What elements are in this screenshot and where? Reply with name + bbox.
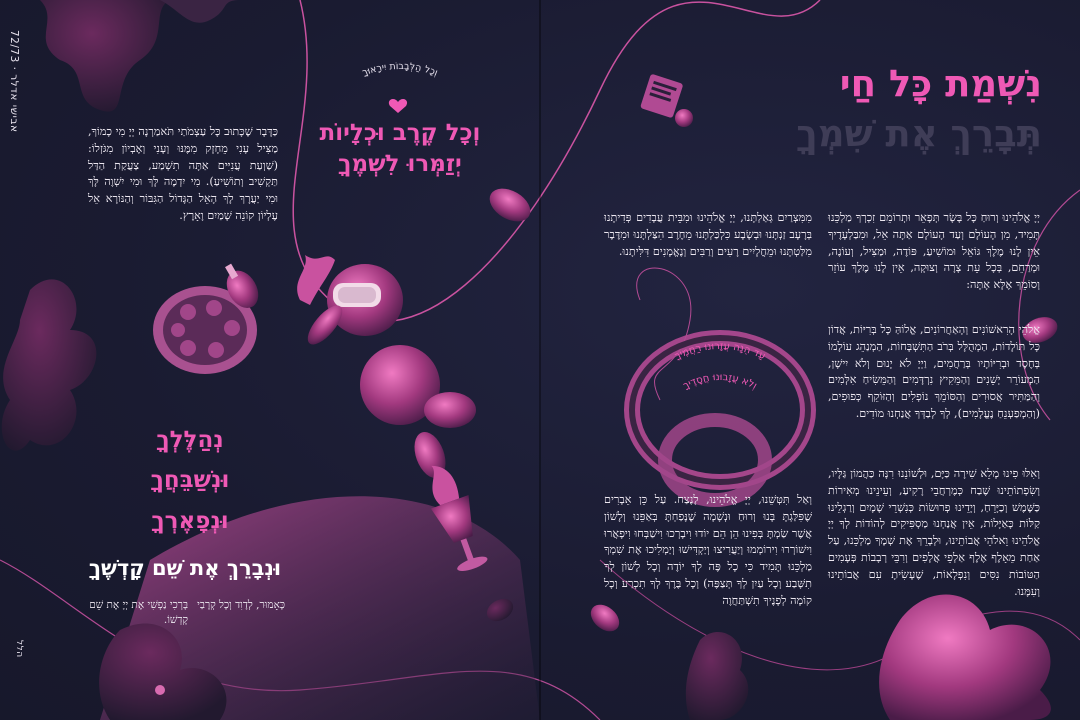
left-white-heading: וּנְבָרֵךְ אֶת שֵׁם קָדְשֶׁךָ bbox=[88, 556, 282, 580]
right-column-1-paragraph-1: יְיָ אֱלֹהֵינוּ וְרוּחַ כָּל בָּשָׂר תְּפָאֵר וּתְרוֹמֵם זִכְרְךָ מַלְכֵּנוּ תָּמִיד, מִן הָעוֹלָם וְעַד הָעוֹלָם אַתָּה אֵל, וּמִבַּלְעָדֶיךָ אֵין לָנוּ מֶלֶךְ גּוֹאֵל וּמוֹשִׁיעַ, פּוֹדֶה, וּמַצִּיל, וְעוֹנֶה, וּמְרַחֵם, בְּכָל עֵת צָרָה וְצוּקָה, אֵין לָנוּ מֶלֶךְ עוֹזֵר וְסוֹמֵךְ אֶלָּא אָתָּה: bbox=[828, 211, 1040, 292]
coral-shape bbox=[686, 632, 748, 720]
arc-caption bbox=[325, 54, 475, 114]
praise-stack bbox=[115, 420, 265, 541]
book-gutter bbox=[539, 0, 541, 720]
coral-shape bbox=[2, 279, 97, 450]
right-column-1-paragraph-3: וְאִלּוּ פִינוּ מָלֵא שִׁירָה כַּיָּם, וּלְשׁוֹנֵנוּ רִנָּה כַּהֲמוֹן גַּלָּיו, וְשִׂפְתוֹתֵינוּ שֶׁבַח כְּמֶרְחֲבֵי רָקִיעַ, וְעֵינֵינוּ מְאִירוֹת כַּשֶּׁמֶשׁ וְכַיָּרֵחַ, וְיָדֵינוּ פְרוּשׂוֹת כְּנִשְׁרֵי שָׁמָיִם וְרַגְלֵינוּ קַלּוֹת כָּאַיָּלוֹת, אֵין אֲנַחְנוּ מַסְפִּיקִים לְהוֹדוֹת לְךָ יְיָ אֱלֹהֵינוּ וֵאלֹהֵי אֲבוֹתֵינוּ, וּלְבָרֵךְ אֶת שְׁמֶךָ מַלְכֵּנוּ, עַל אַחַת מֵאָלֶף אֶלֶף אַלְפֵי אֲלָפִים וְרִבֵּי רְבָבוֹת פְּעָמִים הַטּוֹבוֹת נִסִּים וְנִפְלָאוֹת, שֶׁעָשִׂיתָ עִם אֲבוֹתֵינוּ וְעִמָּנוּ. bbox=[828, 467, 1040, 598]
floating-card bbox=[640, 74, 683, 119]
verse-column-right: כָּאָמוּר, לְדָוִד וְכָל קְרָבַי bbox=[197, 599, 285, 611]
coral-shape bbox=[879, 595, 1051, 720]
ring-inscription bbox=[610, 320, 830, 500]
right-column-1-paragraph-2: אֱלֹהֵי הָרִאשׁוֹנִים וְהָאַחֲרוֹנִים, אֱלוֹהַּ כָּל בְּרִיּוֹת, אֲדוֹן כָּל תּוֹלָדוֹת, הַמְהֻלָּל בְּרֹב הַתִּשְׁבָּחוֹת, הַמְנַהֵג עוֹלָמוֹ בְּחֶסֶד וּבְרִיּוֹתָיו בְּרַחֲמִים, וַיְיָ לֹא יָנוּם וְלֹא יִישָׁן, הַמְעוֹרֵר יְשֵׁנִים וְהַמֵּקִיץ נִרְדָּמִים וְהַמֵּשִׂיחַ אִלְּמִים וְהַמַּתִּיר אֲסוּרִים וְהַסּוֹמֵךְ נוֹפְלִים וְהַזּוֹקֵף כְּפוּפִים, (וְהַמְפַעְנֵחַ נֶעֱלָמִים), לְךָ לְבַדְּךָ אֲנַחְנוּ מוֹדִים. bbox=[828, 323, 1040, 420]
praise-word-1: נְהַלֶּלְךָ bbox=[156, 427, 224, 453]
left-pink-heading bbox=[290, 118, 510, 180]
svg-text:וְכָל הַלְּבָבוֹת יִירָאוּךָ: וְכָל הַלְּבָבוֹת יִירָאוּךָ bbox=[360, 60, 440, 79]
right-column-2-paragraph-2: וְאַל תִּטְּשֵׁנוּ, יְיָ אֱלֹהֵינוּ, לָנֶצַח. עַל כֵּן אֵבָרִים שֶׁפִּלַּגְתָּ בָּנוּ וְרוּחַ וּנְשָׁמָה שֶׁנָּפַחְתָּ בְּאַפֵּנוּ וְלָשׁוֹן אֲשֶׁר שַׂמְתָּ בְּפִינוּ הֵן הֵם יוֹדוּ וִיבָרְכוּ וִישַׁבְּחוּ וִיפָאֲרוּ וִישׁוֹרְרוּ וִירוֹמְמוּ וְיַעֲרִיצוּ וְיַקְדִּישׁוּ וְיַמְלִיכוּ אֶת שִׁמְךָ מַלְכֵּנוּ תָּמִיד כִּי כָל פֶּה לְךָ יוֹדֶה וְכָל לָשׁוֹן לְךָ תִשָּׁבַע וְכָל עַיִן לְךָ תְּצַפֶּה) וְכָל בֶּרֶךְ לְךָ תִכְרַע וְכָל קוֹמָה לְפָנֶיךָ תִשְׁתַּחֲוֶה bbox=[604, 493, 812, 607]
coral-shape bbox=[160, 0, 240, 23]
page-title: נִשְׁמַת כָּל חַי bbox=[839, 62, 1042, 105]
praise-word-2: וּנְשַׁבֵּחֲךָ bbox=[150, 467, 230, 494]
left-paragraph: כַּדָּבָר שֶׁכָּתוּב כָּל עַצְמֹתַי תֹּאמַרְנָה יְיָ מִי כָמוֹךָ, מַצִּיל עָנִי מֵחָזָק מִמֶּנּוּ וְעָנִי וְאֶבְיוֹן מִגֹּזְלוֹ: (שַׁוְעַת עֲנִיִּים אַתָּה תִשְׁמַע, צַעֲקַת הַדַּל תַּקְשִׁיב וְתוֹשִׁיעַ). מִי יִדְמֶה לָּךְ וּמִי יִשְׁוֶה לָּךְ וּמִי יַעֲרָךְ לָךְ הָאֵל הַגָּדוֹל הַגִּבּוֹר וְהַנּוֹרָא אֵל עֶלְיוֹן קוֹנֵה שָׁמַיִם וָאָרֶץ. bbox=[88, 125, 278, 222]
left-pink-heading-line1: וְכָל קֶרֶב וּכְלָיוֹת bbox=[319, 120, 481, 146]
footer-mark: הלל bbox=[14, 640, 24, 658]
small-orb bbox=[155, 685, 165, 695]
page-subtitle: תְּבָרֵךְ אֶת שִׁמְךָ bbox=[796, 112, 1042, 155]
coral-shape bbox=[40, 0, 170, 112]
right-column-2-paragraph-1: מִמִּצְרַיִם גְּאַלְתָּנוּ, יְיָ אֱלֹהֵינוּ וּמִבֵּית עֲבָדִים פְּדִיתָנוּ בְּרָעָב זַנְתָּנוּ וּבְשָׂבָע כִּלְכַּלְתָּנוּ מֵחֶרֶב הִצַּלְתָּנוּ וּמִדֶּבֶר מִלַּטְתָּנוּ וּמֵחֳלָיִים רָעִים וְרַבִּים וְנֶאֱמָנִים דִּלִּיתָנוּ. bbox=[604, 211, 812, 258]
ring-text-inner: וְלֹא עֲזָבוּנוּ חֲסָדֶיךָ bbox=[681, 371, 759, 392]
small-orb bbox=[675, 109, 693, 127]
left-pink-heading-line2: יְזַמְּרוּ לִשְׁמֶךָ bbox=[338, 151, 462, 178]
ring-text-outer: עַד הֵנָּה עֲזָרוּנוּ רַחֲמֶיךָ bbox=[673, 340, 767, 363]
bean-blob bbox=[484, 182, 536, 228]
running-head: 72/73 · אבישי אדלר bbox=[8, 30, 20, 133]
verse-column-left: בָּרְכִי נַפְשִׁי אֶת יְיָ אֶת שֵׁם קָדְשׁוֹ. bbox=[89, 599, 188, 627]
praise-word-3: וּנְפָאֶרְךָ bbox=[151, 507, 229, 534]
